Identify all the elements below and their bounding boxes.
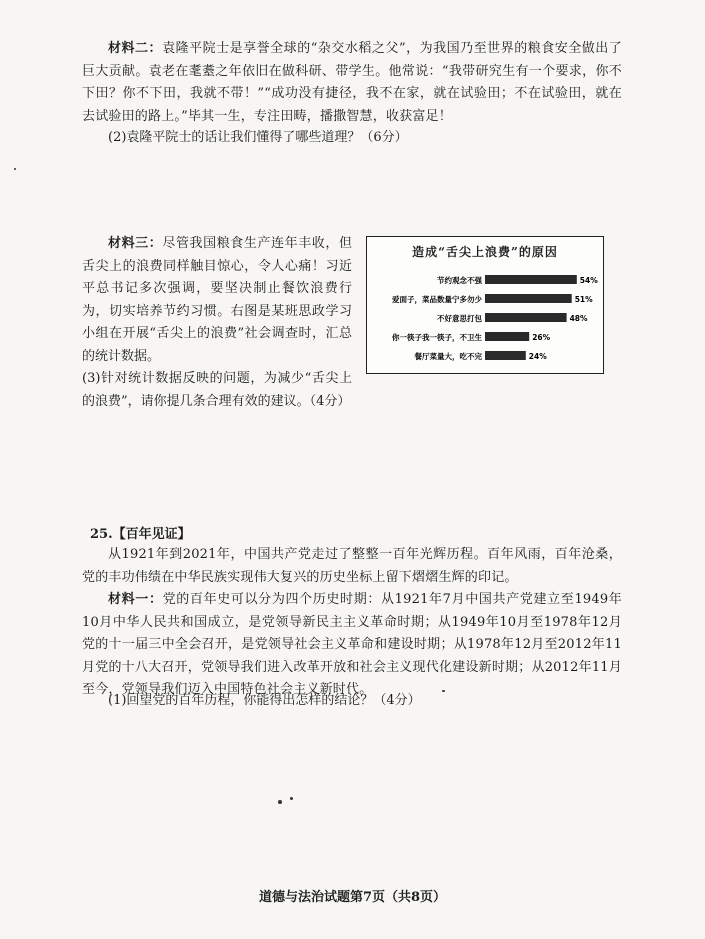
page-footer: 道德与法治试题第7页（共8页） xyxy=(258,890,447,905)
material1-label: 材料一： xyxy=(108,592,163,607)
bar xyxy=(485,332,529,341)
bar xyxy=(485,294,572,303)
bar xyxy=(485,351,526,360)
material2-text: 袁隆平院士是享誉全球的“杂交水稻之父”，为我国乃至世界的粮食安全做出了巨大贡献。袁老在耄耋之年依旧在做科研、带学生。他常说：“我带研究生有一个要求，你不下田？你不下田，我就不带！”“成功没有捷径，我不在家，就在试验田；不在试验田，就在去试验田的路上。”毕其一生，专注田畴，播撒智慧，收获富足！ xyxy=(82,41,622,124)
material2-paragraph xyxy=(82,38,622,128)
chart-plot xyxy=(367,237,603,373)
material3-paragraph xyxy=(82,233,352,413)
section-25-material1 xyxy=(82,589,622,702)
bar-category-label: 爱面子，菜品数量宁多勿少 xyxy=(392,295,482,304)
chart-title: 造成“舌尖上浪费”的原因 xyxy=(412,245,558,259)
bar xyxy=(485,275,577,284)
material3-label: 材料三： xyxy=(108,236,163,251)
question-25-1: (1)回望党的百年历程，你能得出怎样的结论？（4分） xyxy=(108,693,421,708)
bar-category-label: 你一筷子我一筷子，不卫生 xyxy=(392,333,482,342)
ink-speck xyxy=(14,168,16,170)
bar-category-label: 餐厅菜量大，吃不完 xyxy=(414,352,482,361)
bar-value-label: 54% xyxy=(579,276,598,285)
waste-causes-chart xyxy=(366,236,604,374)
bar-value-label: 51% xyxy=(574,295,593,304)
question-2: (2)袁隆平院士的话让我们懂得了哪些道理？（6分） xyxy=(108,130,408,145)
bar xyxy=(485,313,567,322)
material2-label: 材料二： xyxy=(108,41,163,56)
ink-speck xyxy=(442,690,445,692)
bar-value-label: 26% xyxy=(532,333,551,342)
bar-value-label: 24% xyxy=(528,352,547,361)
bar-value-label: 48% xyxy=(569,314,588,323)
material1-text: 党的百年史可以分为四个历史时期：从1921年7月中国共产党建立至1949年10月中华人民共和国成立，是党领导新民主主义革命时期；从1949年10月至1978年12月党的十一届三中全会召开，是党领导社会主义革命和建设时期；从1978年12月至2012年11月党的十八大召开，党领导我们进入改革开放和社会主义现代化建设新时期；从2012年11月至今，党领导我们迈入中国特色社会主义新时代。 xyxy=(82,592,622,697)
ink-speck xyxy=(278,800,282,804)
question-3: (3)针对统计数据反映的问题，为减少“舌尖上的浪费”，请你提几条合理有效的建议。（4分） xyxy=(82,371,352,409)
section-25-title: 25.【百年见证】 xyxy=(90,527,191,542)
bar-category-label: 节约观念不强 xyxy=(437,276,482,285)
material3-text: 尽管我国粮食生产连年丰收，但舌尖上的浪费同样触目惊心，令人心痛！习近平总书记多次强调，要坚决制止餐饮浪费行为，切实培养节约习惯。右图是某班思政学习小组在开展“舌尖上的浪费”社会调查时，汇总的统计数据。 xyxy=(82,236,352,364)
bar-category-label: 不好意思打包 xyxy=(437,314,482,323)
ink-speck xyxy=(290,797,293,800)
section-25-intro: 从1921年到2021年，中国共产党走过了整整一百年光辉历程。百年风雨，百年沧桑，党的丰功伟绩在中华民族实现伟大复兴的历史坐标上留下熠熠生辉的印记。 xyxy=(82,547,622,585)
